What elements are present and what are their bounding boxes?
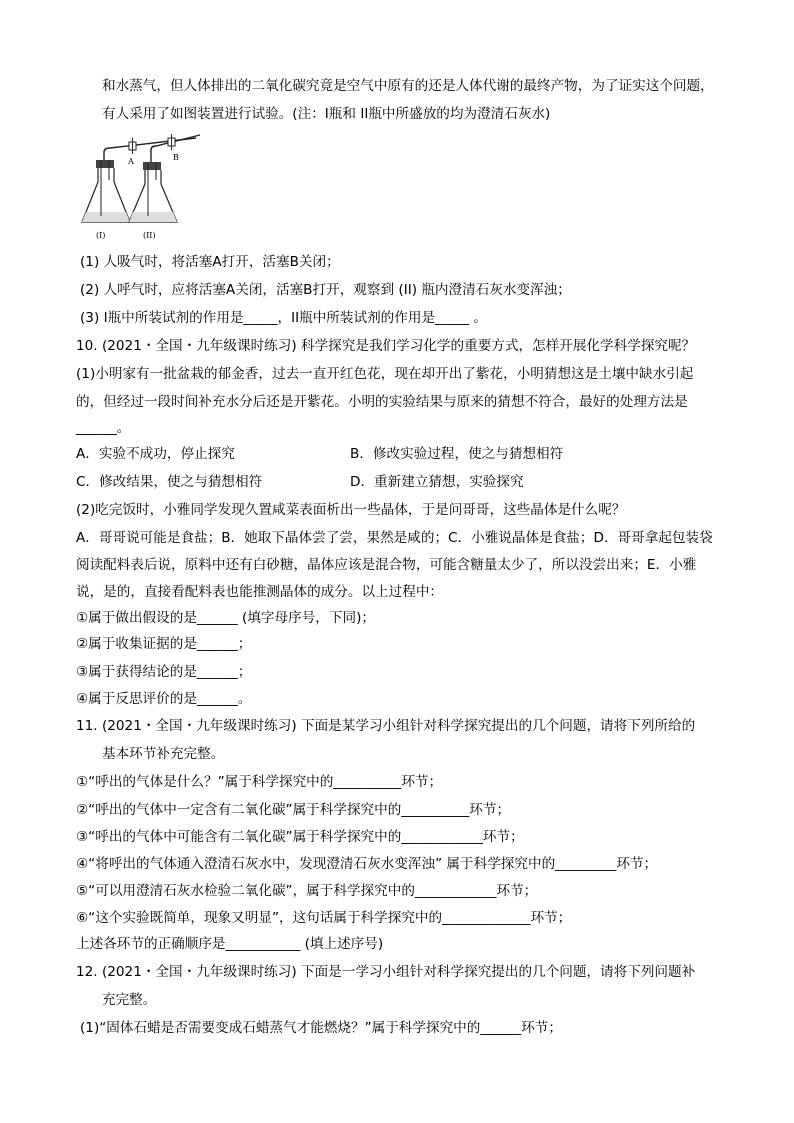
- intro-line-1: 和水蒸气，但人体排出的二氧化碳究竟是空气中原有的还是人体代谢的最终产物，为了证实这个问题，: [102, 78, 714, 94]
- q10-option-d: D．重新建立猜想，实验探究: [350, 474, 524, 490]
- q11-item-5: ⑤“可以用澄清石灰水检验二氧化碳”，属于科学探究中的____________环节；: [76, 883, 538, 899]
- q11-heading-line2: 基本环节补充完整。: [102, 746, 225, 762]
- q10-part2-line3: 说，是的，直接看配料表也能推测晶体的成分。以上过程中：: [76, 584, 444, 600]
- q11-item-6: ⑥“这个实验既简单，现象又明显”，这句话属于科学探究中的_____________环节；: [76, 910, 572, 926]
- intro-line-2: 有人采用了如图装置进行试验。(注：I瓶和 II瓶中所盛放的均为澄清石灰水): [102, 106, 551, 122]
- q12-heading: 12. (2021・全国・九年级课时练习) 下面是一学习小组针对科学探究提出的几个问题，请将下列问题补: [76, 964, 696, 980]
- q10-option-c: C．修改结果，使之与猜想相符: [76, 474, 263, 490]
- q10-part1-line3: ______。: [76, 420, 131, 436]
- q9-step-3: (3) I瓶中所装试剂的作用是_____，II瓶中所装试剂的作用是_____ 。: [80, 310, 487, 326]
- q10-item-1: ①属于做出假设的是______ (填字母序号，下同)；: [76, 610, 375, 626]
- label-b: B: [173, 153, 179, 162]
- q12-heading-line2: 充完整。: [102, 992, 157, 1008]
- q9-step-2: (2) 人呼气时，应将活塞A关闭，活塞B打开，观察到 (II) 瓶内澄清石灰水变浑浊；: [80, 282, 571, 298]
- q10-item-3: ③属于获得结论的是______；: [76, 664, 252, 680]
- q10-item-2: ②属于收集证据的是______；: [76, 636, 252, 652]
- label-flask-2: (II): [143, 231, 156, 240]
- q11-order: 上述各环节的正确顺序是___________ (填上述序号): [76, 936, 384, 952]
- label-a: A: [128, 157, 134, 166]
- q10-part2: (2)吃完饭时，小雅同学发现久置咸菜表面析出一些晶体，于是问哥哥，这些晶体是什么呢？: [76, 502, 626, 518]
- q10-part2-line2: 阅读配料表后说，原料中还有白砂糖，晶体应该是混合物，可能含糖量太少了，所以没尝出来；E．小雅: [76, 557, 697, 573]
- q10-item-4: ④属于反思评价的是______。: [76, 691, 252, 707]
- q10-heading: 10. (2021・全国・九年级课时练习) 科学探究是我们学习化学的重要方式，怎样开展化学科学探究呢？: [76, 338, 696, 354]
- q11-item-3: ③“呼出的气体中可能含有二氧化碳”属于科学探究中的____________环节；: [76, 829, 524, 845]
- q9-step-1: (1) 人吸气时，将活塞A打开，活塞B关闭；: [80, 254, 340, 270]
- q10-part2-line1: A．哥哥说可能是食盐；B．她取下晶体尝了尝，果然是咸的；C．小雅说晶体是食盐；D．哥哥拿起包装袋: [76, 530, 713, 546]
- q11-item-4: ④“将呼出的气体通入澄清石灰水中，发现澄清石灰水变浑浊” 属于科学探究中的_________环节；: [76, 856, 658, 872]
- q10-option-a: A．实验不成功，停止探究: [76, 446, 235, 462]
- apparatus-diagram: [76, 130, 216, 245]
- q11-item-1: ①“呼出的气体是什么？”属于科学探究中的__________环节；: [76, 774, 443, 790]
- label-flask-1: (I): [96, 231, 106, 240]
- q12-item-1: (1)“固体石蜡是否需要变成石蜡蒸气才能燃烧？”属于科学探究中的______环节；: [80, 1020, 562, 1036]
- q10-part1-line2: 的，但经过一段时间补充水分后还是开紫花。小明的实验结果与原来的猜想不符合，最好的处理方法是: [76, 394, 688, 410]
- q11-item-2: ②“呼出的气体中一定含有二氧化碳”属于科学探究中的__________环节；: [76, 802, 511, 818]
- q10-option-b: B．修改实验过程，使之与猜想相符: [350, 446, 564, 462]
- q10-part1-line1: (1)小明家有一批盆栽的郁金香，过去一直开红色花，现在却开出了紫花，小明猜想这是土壤中缺水引起: [76, 366, 694, 382]
- q11-heading: 11. (2021・全国・九年级课时练习) 下面是某学习小组针对科学探究提出的几个问题，请将下列所给的: [76, 718, 696, 734]
